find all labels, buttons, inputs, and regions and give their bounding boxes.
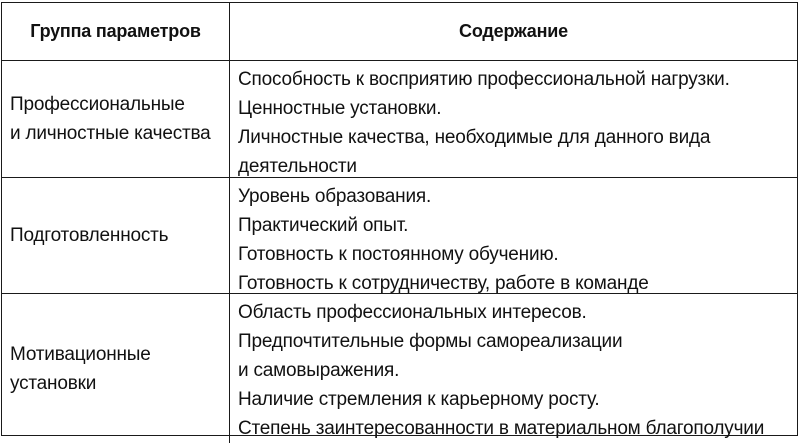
- content-line: Готовность к сотрудничеству, работе в команде: [238, 273, 649, 294]
- content-line: Ценностные установки.: [238, 98, 442, 119]
- content-line: Наличие стремления к карьерному росту.: [238, 389, 600, 410]
- row-professional-group: [2, 61, 230, 178]
- content-line: Способность к восприятию профессиональной нагрузки.: [238, 69, 730, 90]
- content-line: Личностные качества, необходимые для данного вида: [238, 127, 711, 148]
- row-preparedness-group: [2, 178, 230, 294]
- group-label-line: Профессиональные: [10, 94, 185, 115]
- row-preparedness-content: [230, 178, 797, 294]
- content-line: деятельности: [238, 156, 357, 177]
- group-label-line: Мотивационные: [10, 343, 151, 365]
- content-line: Уровень образования.: [238, 186, 432, 207]
- group-label-line: установки: [10, 372, 97, 394]
- group-label-line: Подготовленность: [10, 225, 169, 246]
- content-line: Область профессиональных интересов.: [238, 302, 587, 323]
- content-line: и самовыражения.: [238, 360, 400, 381]
- header-content: Содержание: [230, 3, 797, 61]
- content-line: Степень заинтересованности в материальном благополучии: [238, 418, 765, 439]
- content-line: Предпочтительные формы самореализации: [238, 331, 623, 352]
- row-motivation-group: [2, 294, 230, 443]
- content-line: Готовность к постоянному обучению.: [238, 244, 559, 265]
- row-professional-content: [230, 61, 797, 178]
- row-motivation-content: [230, 294, 797, 443]
- header-group-parameters: Группа параметров: [2, 3, 230, 61]
- parameters-table: [1, 2, 798, 439]
- group-label-line: и личностные качества: [10, 123, 211, 144]
- content-line: Практический опыт.: [238, 215, 409, 236]
